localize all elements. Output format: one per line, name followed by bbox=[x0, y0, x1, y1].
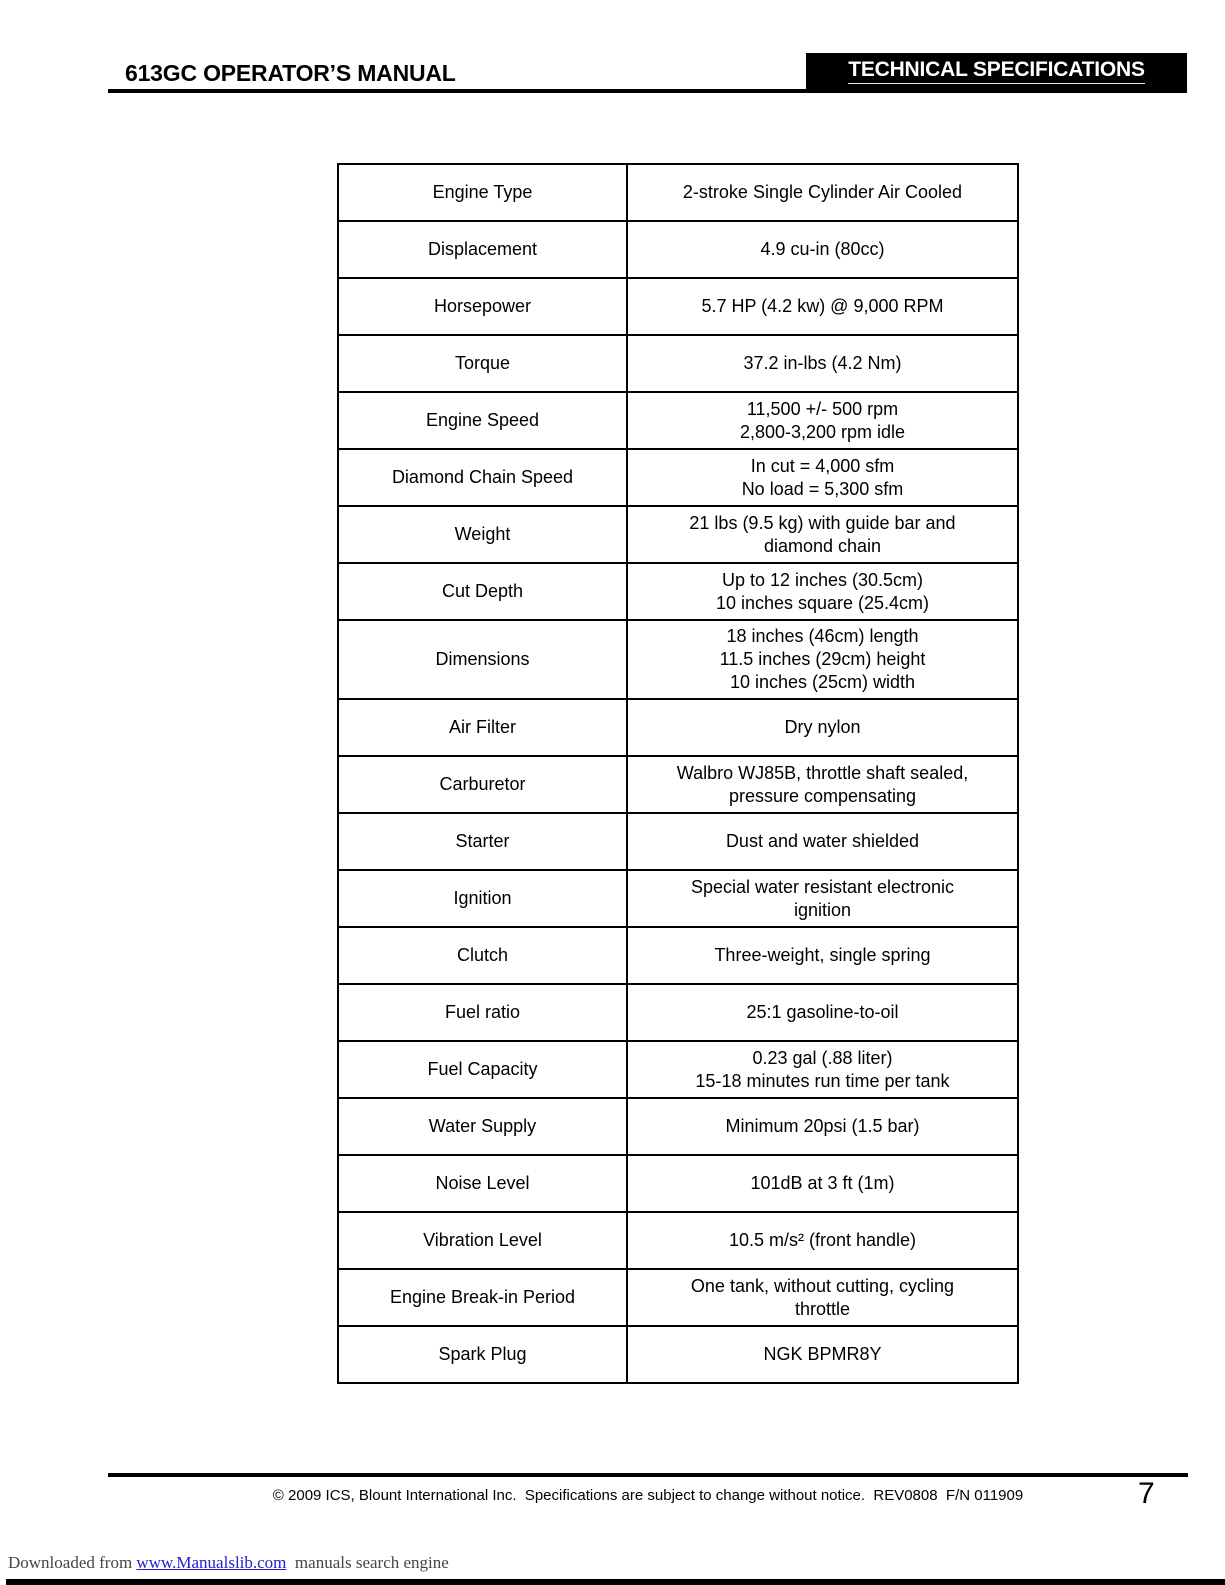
spec-label: Carburetor bbox=[339, 757, 628, 812]
spec-value-line: 0.23 gal (.88 liter) bbox=[752, 1047, 893, 1068]
table-row bbox=[339, 165, 1017, 222]
spec-value-line: diamond chain bbox=[763, 535, 882, 556]
watermark-suffix: manuals search engine bbox=[286, 1553, 449, 1572]
spec-value-line: 37.2 in-lbs (4.2 Nm) bbox=[743, 353, 902, 373]
spec-label: Clutch bbox=[339, 928, 628, 983]
spec-value-line: Three-weight, single spring bbox=[714, 945, 931, 965]
spec-label: Cut Depth bbox=[339, 564, 628, 619]
footer-divider bbox=[108, 1473, 1188, 1477]
spec-value-line: 10 inches (25cm) width bbox=[729, 672, 916, 692]
spec-label: Water Supply bbox=[339, 1099, 628, 1154]
table-row bbox=[339, 985, 1017, 1042]
spec-value bbox=[628, 450, 1017, 505]
table-row bbox=[339, 450, 1017, 507]
table-row bbox=[339, 928, 1017, 985]
spec-value-line: In cut = 4,000 sfm bbox=[750, 455, 895, 476]
table-row bbox=[339, 564, 1017, 621]
table-row bbox=[339, 757, 1017, 814]
spec-label: Engine Type bbox=[339, 165, 628, 220]
spec-label: Displacement bbox=[339, 222, 628, 277]
technical-specifications-table bbox=[337, 163, 1019, 1384]
table-row bbox=[339, 700, 1017, 757]
spec-value-line: Special water resistant electronic bbox=[690, 876, 955, 897]
table-row bbox=[339, 393, 1017, 450]
table-row bbox=[339, 1042, 1017, 1099]
spec-label: Ignition bbox=[339, 871, 628, 926]
spec-label: Air Filter bbox=[339, 700, 628, 755]
spec-label: Fuel ratio bbox=[339, 985, 628, 1040]
spec-value bbox=[628, 757, 1017, 812]
spec-value bbox=[628, 336, 1017, 391]
spec-value bbox=[628, 1099, 1017, 1154]
watermark-prefix: Downloaded from bbox=[8, 1553, 137, 1572]
spec-value bbox=[628, 222, 1017, 277]
spec-value-line: 18 inches (46cm) length bbox=[726, 626, 919, 646]
spec-value-line: 2,800-3,200 rpm idle bbox=[739, 421, 906, 442]
spec-value-line: ignition bbox=[793, 899, 852, 920]
table-row bbox=[339, 336, 1017, 393]
spec-value-line: One tank, without cutting, cycling bbox=[690, 1275, 955, 1296]
spec-value-line: Up to 12 inches (30.5cm) bbox=[721, 569, 924, 590]
spec-value bbox=[628, 814, 1017, 869]
spec-value-line: 21 lbs (9.5 kg) with guide bar and bbox=[689, 512, 956, 533]
table-row bbox=[339, 222, 1017, 279]
table-row bbox=[339, 621, 1017, 700]
spec-value-line: 2-stroke Single Cylinder Air Cooled bbox=[682, 182, 963, 202]
table-row bbox=[339, 1156, 1017, 1213]
spec-value-line: 15-18 minutes run time per tank bbox=[695, 1070, 950, 1091]
spec-value-line: 11,500 +/- 500 rpm bbox=[746, 398, 899, 419]
spec-value bbox=[628, 1270, 1017, 1325]
spec-value bbox=[628, 165, 1017, 220]
spec-value-line: NGK BPMR8Y bbox=[763, 1344, 882, 1364]
page-number: 7 bbox=[1138, 1477, 1155, 1510]
spec-value-line: throttle bbox=[794, 1298, 851, 1319]
spec-label: Engine Speed bbox=[339, 393, 628, 448]
spec-value-line: Dry nylon bbox=[784, 717, 861, 737]
table-row bbox=[339, 871, 1017, 928]
section-title-banner bbox=[806, 53, 1187, 89]
spec-value bbox=[628, 1156, 1017, 1211]
table-row bbox=[339, 1099, 1017, 1156]
spec-label: Diamond Chain Speed bbox=[339, 450, 628, 505]
spec-value bbox=[628, 621, 1017, 698]
spec-value-line: Dust and water shielded bbox=[725, 831, 920, 851]
spec-value-line: 10.5 m/s² (front handle) bbox=[728, 1230, 917, 1250]
spec-value bbox=[628, 1042, 1017, 1097]
spec-label: Engine Break-in Period bbox=[339, 1270, 628, 1325]
spec-value-line: 10 inches square (25.4cm) bbox=[715, 592, 930, 613]
spec-value-line: pressure compensating bbox=[728, 785, 917, 806]
page-header bbox=[108, 53, 1187, 93]
manual-title: 613GC OPERATOR’S MANUAL bbox=[125, 60, 456, 86]
spec-value-line: 4.9 cu-in (80cc) bbox=[760, 239, 885, 259]
spec-label: Spark Plug bbox=[339, 1327, 628, 1382]
table-row bbox=[339, 279, 1017, 336]
spec-label: Weight bbox=[339, 507, 628, 562]
spec-value-line: 5.7 HP (4.2 kw) @ 9,000 RPM bbox=[701, 296, 944, 316]
spec-value-line: 25:1 gasoline-to-oil bbox=[746, 1002, 899, 1022]
spec-value bbox=[628, 985, 1017, 1040]
spec-label: Noise Level bbox=[339, 1156, 628, 1211]
spec-value-line: 101dB at 3 ft (1m) bbox=[750, 1173, 895, 1193]
table-row bbox=[339, 1270, 1017, 1327]
spec-value-line: 11.5 inches (29cm) height bbox=[719, 649, 926, 669]
manualslib-link[interactable]: www.Manualslib.com bbox=[136, 1553, 287, 1572]
spec-value bbox=[628, 700, 1017, 755]
section-title: TECHNICAL SPECIFICATIONS bbox=[848, 58, 1145, 84]
manualslib-watermark bbox=[8, 1553, 449, 1573]
spec-value bbox=[628, 279, 1017, 334]
spec-value bbox=[628, 393, 1017, 448]
table-row bbox=[339, 814, 1017, 871]
spec-label: Horsepower bbox=[339, 279, 628, 334]
spec-value-line: No load = 5,300 sfm bbox=[741, 478, 904, 499]
copyright-text: © 2009 ICS, Blount International Inc. Specifications are subject to change without notice. REV0808 F/N 011909 bbox=[272, 1487, 1024, 1504]
spec-value bbox=[628, 928, 1017, 983]
spec-value bbox=[628, 871, 1017, 926]
table-row bbox=[339, 507, 1017, 564]
spec-label: Dimensions bbox=[339, 621, 628, 698]
scan-artifact-bar bbox=[6, 1579, 1225, 1585]
table-row bbox=[339, 1213, 1017, 1270]
spec-value bbox=[628, 507, 1017, 562]
spec-label: Torque bbox=[339, 336, 628, 391]
spec-label: Fuel Capacity bbox=[339, 1042, 628, 1097]
spec-value bbox=[628, 564, 1017, 619]
spec-value bbox=[628, 1327, 1017, 1382]
table-row bbox=[339, 1327, 1017, 1382]
spec-label: Vibration Level bbox=[339, 1213, 628, 1268]
spec-label: Starter bbox=[339, 814, 628, 869]
spec-value-line: Minimum 20psi (1.5 bar) bbox=[725, 1116, 920, 1136]
spec-value bbox=[628, 1213, 1017, 1268]
spec-value-line: Walbro WJ85B, throttle shaft sealed, bbox=[676, 762, 969, 783]
